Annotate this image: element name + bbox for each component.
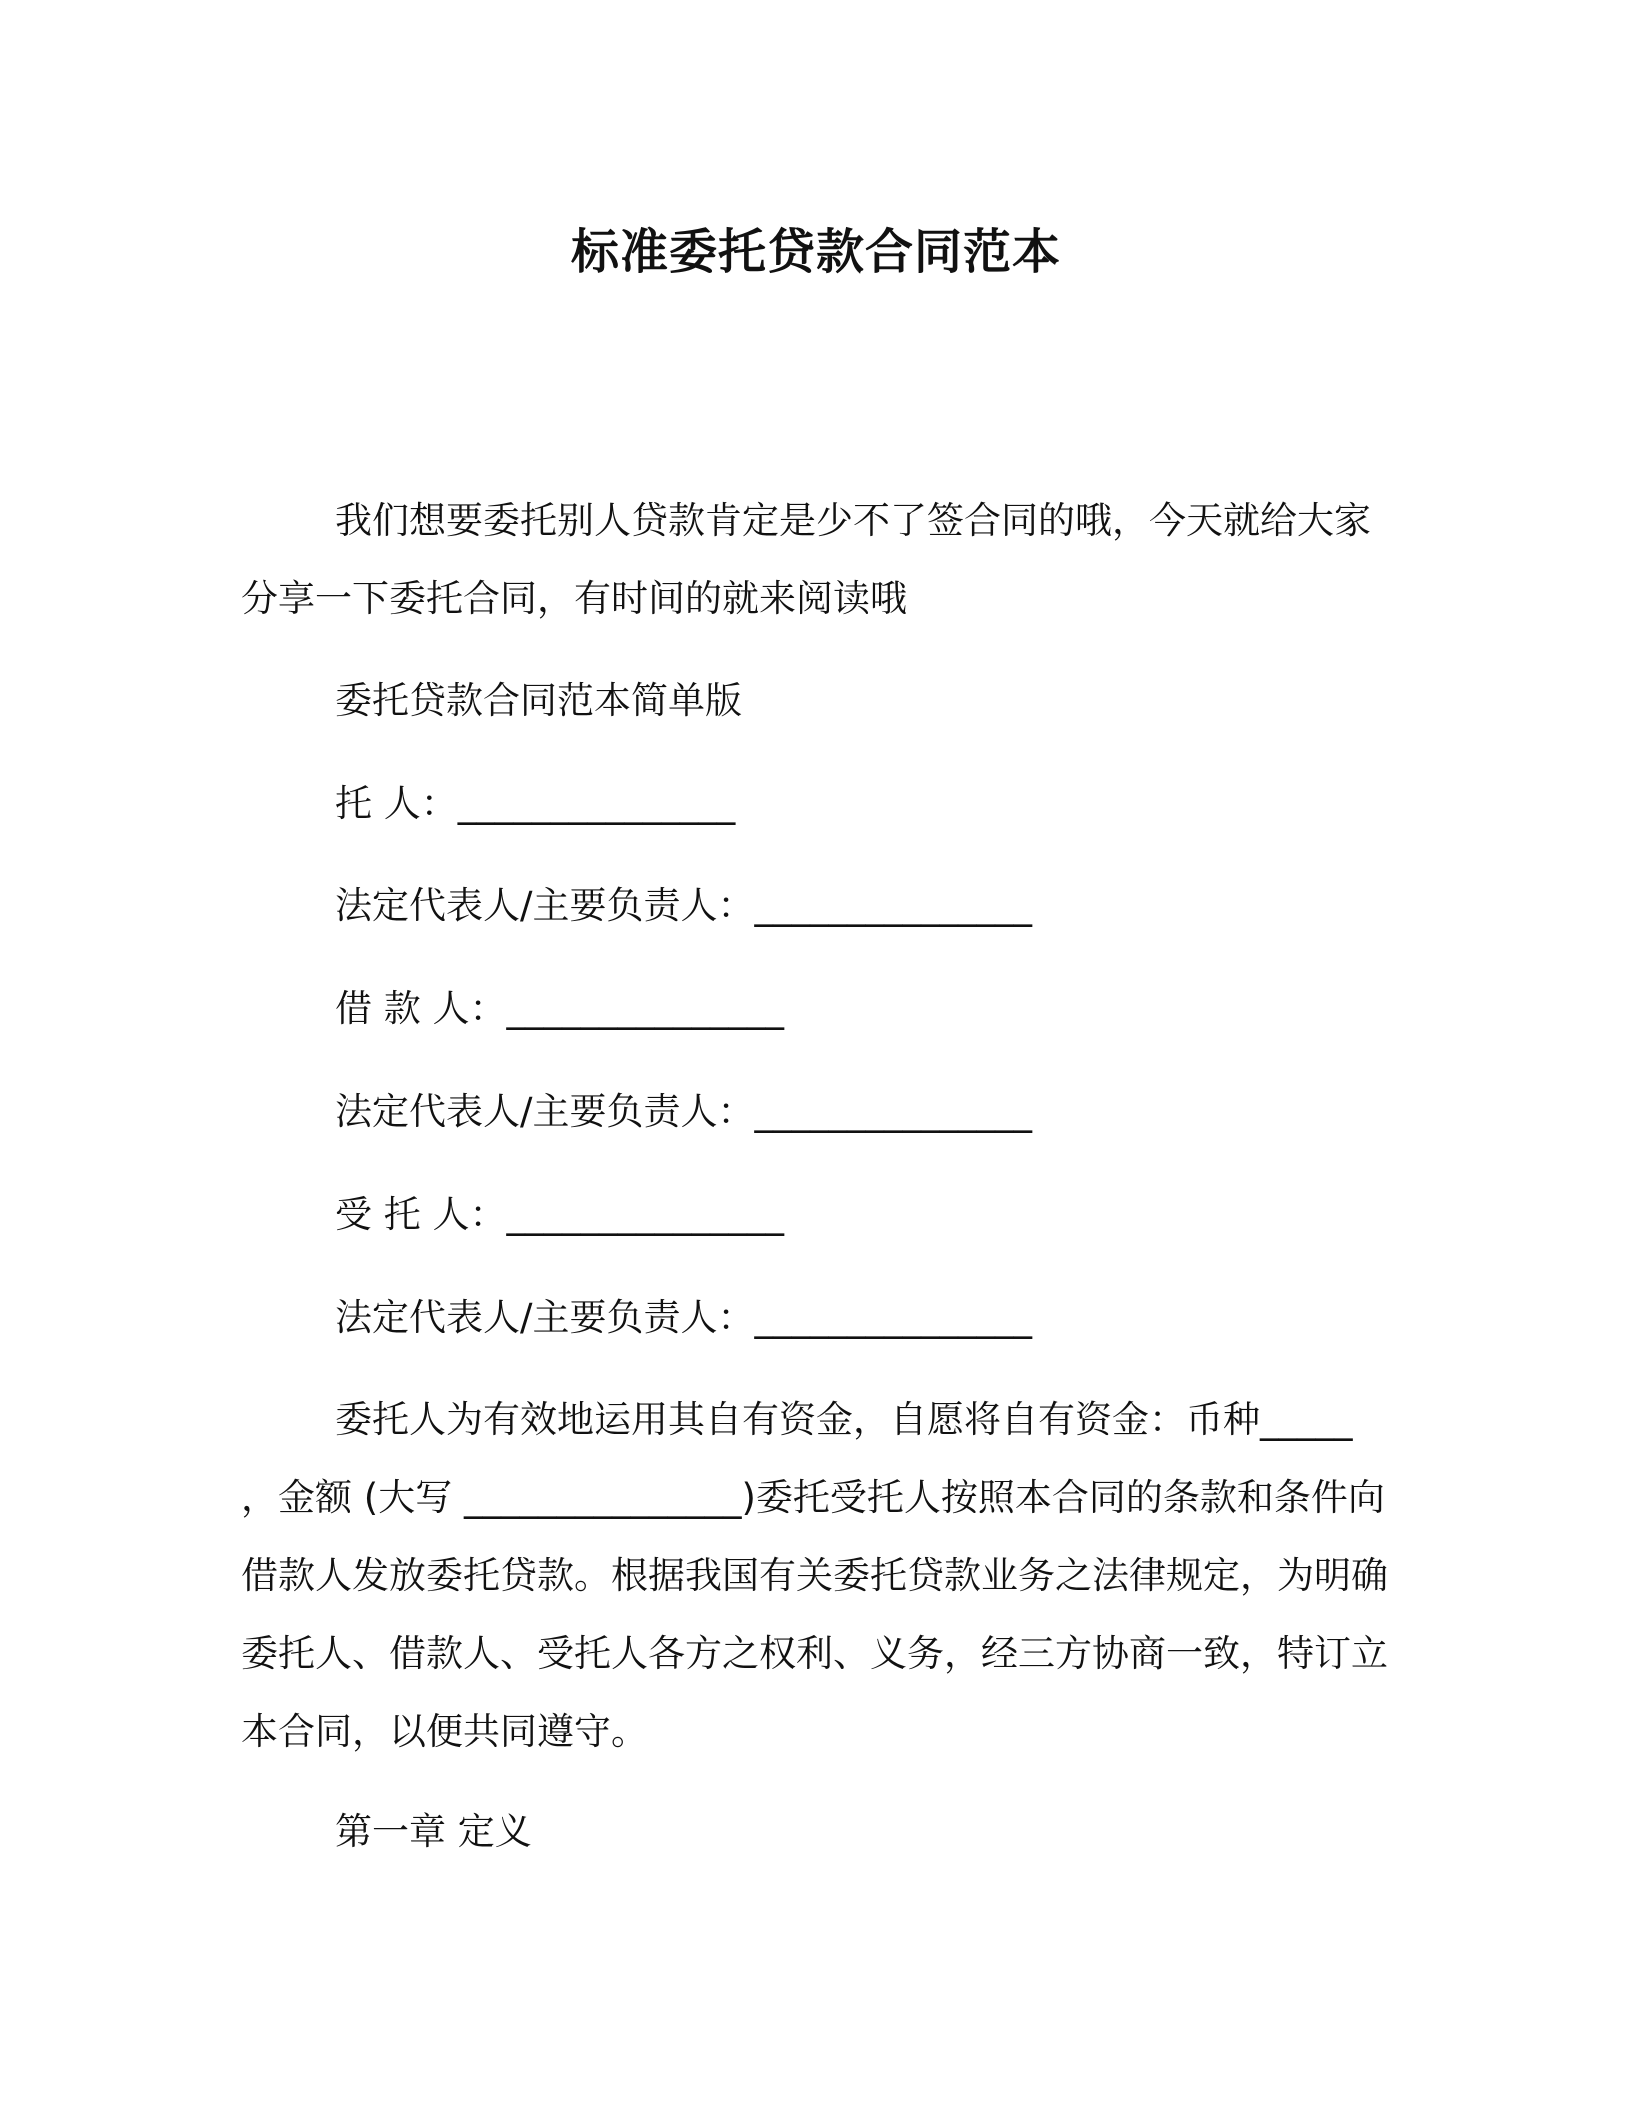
party-line-trustee: 受 托 人：_______________ <box>335 1193 785 1236</box>
party-line-entrustor-representative: 法定代表人/主要负责人：_______________ <box>335 884 1032 927</box>
party-line-borrower-representative: 法定代表人/主要负责人：_______________ <box>335 1090 1032 1133</box>
subtitle: 委托贷款合同范本简单版 <box>335 679 742 722</box>
party-line-trustee-representative: 法定代表人/主要负责人：_______________ <box>335 1296 1032 1339</box>
intro-paragraph: 我们想要委托别人贷款肯定是少不了签合同的哦，今天就给大家分享一下委托合同，有时间的就来阅读哦 <box>241 499 1371 620</box>
document-title: 标准委托贷款合同范本 <box>570 224 1061 280</box>
party-line-borrower: 借 款 人：_______________ <box>335 987 785 1030</box>
chapter-heading: 第一章 定义 <box>335 1810 532 1853</box>
party-line-entrustor: 托 人：_______________ <box>335 782 736 825</box>
body-paragraph: 委托人为有效地运用其自有资金，自愿将自有资金：币种_____ ，金额 (大写 _______________)委托受托人按照本合同的条款和条件向借款人发放委托贷款。根据我国有关委托贷款业务之法律规定，为明确委托人、借款人、受托人各方之权利、义务，经三方协商一致，特订立本合同，以便共同遵守。 <box>241 1398 1388 1753</box>
